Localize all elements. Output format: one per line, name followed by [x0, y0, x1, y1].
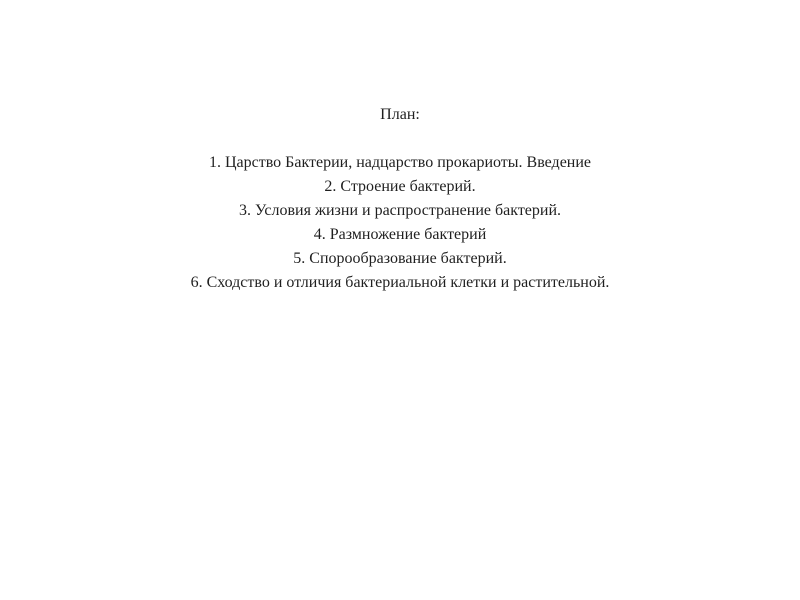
slide-content	[0, 103, 800, 295]
plan-item-2: 2. Строение бактерий.	[324, 178, 476, 195]
plan-list	[0, 151, 800, 295]
plan-item-5: 5. Спорообразование бактерий.	[293, 250, 507, 267]
spacer	[0, 127, 800, 151]
plan-item-3: 3. Условия жизни и распространение бактерий.	[238, 202, 562, 219]
plan-title: План:	[380, 106, 420, 123]
plan-item-4: 4. Размножение бактерий	[313, 226, 487, 243]
plan-item-1: 1. Царство Бактерии, надцарство прокариоты. Введение	[208, 154, 592, 171]
plan-item-6: 6. Сходство и отличия бактериальной клетки и растительной.	[190, 274, 610, 291]
